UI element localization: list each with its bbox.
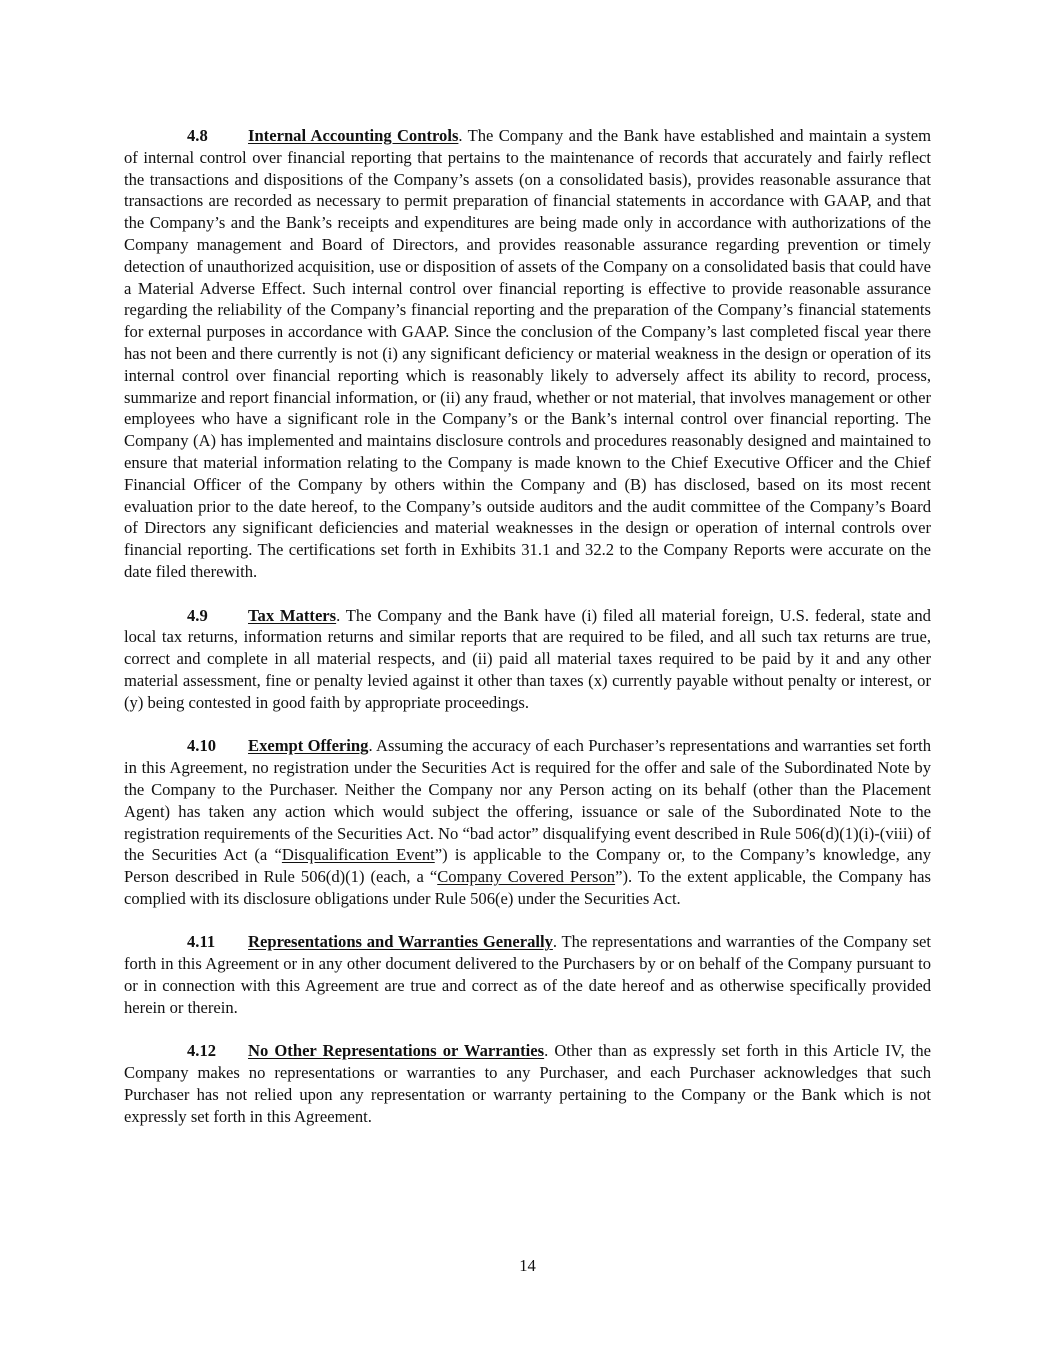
section-heading: Representations and Warranties Generally xyxy=(248,932,553,952)
page-number: 14 xyxy=(519,1256,536,1275)
section-number: 4.9 xyxy=(187,605,208,625)
section-number: 4.10 xyxy=(187,736,217,756)
section-body: ”) is applicable to the Company or, to the Company’s knowledge, any Person described in Rule 506(d)(1) (each, a “ xyxy=(124,845,931,887)
section-heading: Tax Matters xyxy=(248,605,337,625)
section-4-11 xyxy=(124,931,931,1018)
document-page xyxy=(124,125,931,1149)
section-4-10 xyxy=(124,735,931,909)
section-heading: No Other Representations or Warranties xyxy=(248,1041,545,1061)
section-body: . The Company and the Bank have established and maintain a system of internal control over financial reporting that pertains to the maintenance of records that accurately and fairly reflect the transactions and dispositions of the Company’s assets (on a consolidated basis), provides reasonable assurance that transactions are recorded as necessary to permit preparation of financial statements in accordance with GAAP, and that the Company’s and the Bank’s receipts and expenditures are being made only in accordance with authorizations of the Company management and Board of Directors, and provides reasonable assurance regarding prevention or timely detection of unauthorized acquisition, use or disposition of assets of the Company on a consolidated basis that could have a Material Adverse Effect. Such internal control over financial reporting is effective to provide reasonable assurance regarding the reliability of the Company’s financial reporting and the preparation of the Company’s financial statements for external purposes in accordance with GAAP. Since the conclusion of the Company’s last completed fiscal year there has not been and there currently is not (i) any significant deficiency or material weakness in the design or operation of its internal control over financial reporting which is reasonably likely to adversely affect its ability to record, process, summarize and report financial information, or (ii) any fraud, whether or not material, that involves management or other employees who have a significant role in the Company’s or the Bank’s internal control over financial reporting. The Company (A) has implemented and maintains disclosure controls and procedures reasonably designed and maintained to ensure that material information relating to the Company is made known to the Chief Executive Officer and the Chief Financial Officer of the Company by others within the Company and (B) has disclosed, based on its most recent evaluation prior to the date hereof, to the Company’s outside auditors and the audit committee of the Company’s Board of Directors any significant deficiencies and material weaknesses in the design or operation of internal controls over financial reporting. The certifications set forth in Exhibits 31.1 and 32.2 to the Company Reports were accurate on the date filed therewith. xyxy=(124,126,931,581)
section-body: . Assuming the accuracy of each Purchaser’s representations and warranties set forth in this Agreement, no registration under the Securities Act is required for the offer and sale of the Subordinated Note by the Company to the Purchaser. Neither the Company nor any Person acting on its behalf (other than the Placement Agent) has taken any action which would subject the offering, issuance or sale of the Subordinated Note to the registration requirements of the Securities Act. No “bad actor” disqualifying event described in Rule 506(d)(1)(i)-(viii) of the Securities Act (a “ xyxy=(124,736,931,865)
section-heading: Internal Accounting Controls xyxy=(248,126,459,145)
section-body: . Other than as expressly set forth in this Article IV, the Company makes no representations or warranties to any Purchaser, and each Purchaser acknowledges that such Purchaser has not relied upon any representation or warranty pertaining to the Company or the Bank which is not expressly set forth in this Agreement. xyxy=(124,1041,931,1126)
defined-term-disqualification-event: Disqualification Event xyxy=(281,845,435,865)
section-4-9 xyxy=(124,605,931,714)
defined-term-company-covered-person: Company Covered Person xyxy=(437,867,616,887)
section-body: ”). To the extent applicable, the Company has complied with its disclosure obligations under Rule 506(e) under the Securities Act. xyxy=(124,867,932,908)
section-body: . The representations and warranties of the Company set forth in this Agreement or in any other document delivered to the Purchasers by or on behalf of the Company pursuant to or in connection with this Agreement are true and correct as of the date hereof and as otherwise specifically provided herein or therein. xyxy=(124,932,931,1017)
section-4-12 xyxy=(124,1040,931,1127)
section-4-8 xyxy=(124,125,931,583)
section-number: 4.12 xyxy=(187,1041,217,1061)
section-heading: Exempt Offering xyxy=(248,736,369,756)
section-number: 4.8 xyxy=(187,126,208,145)
section-number: 4.11 xyxy=(187,932,216,952)
section-body: . The Company and the Bank have (i) filed all material foreign, U.S. federal, state and local tax returns, information returns and similar reports that are required to be filed, and all such tax returns are true, correct and complete in all material respects, and (ii) paid all material taxes required to be paid by it and any other material assessment, fine or penalty levied against it other than taxes (x) currently payable without penalty or interest, or (y) being contested in good faith by appropriate proceedings. xyxy=(124,605,931,712)
